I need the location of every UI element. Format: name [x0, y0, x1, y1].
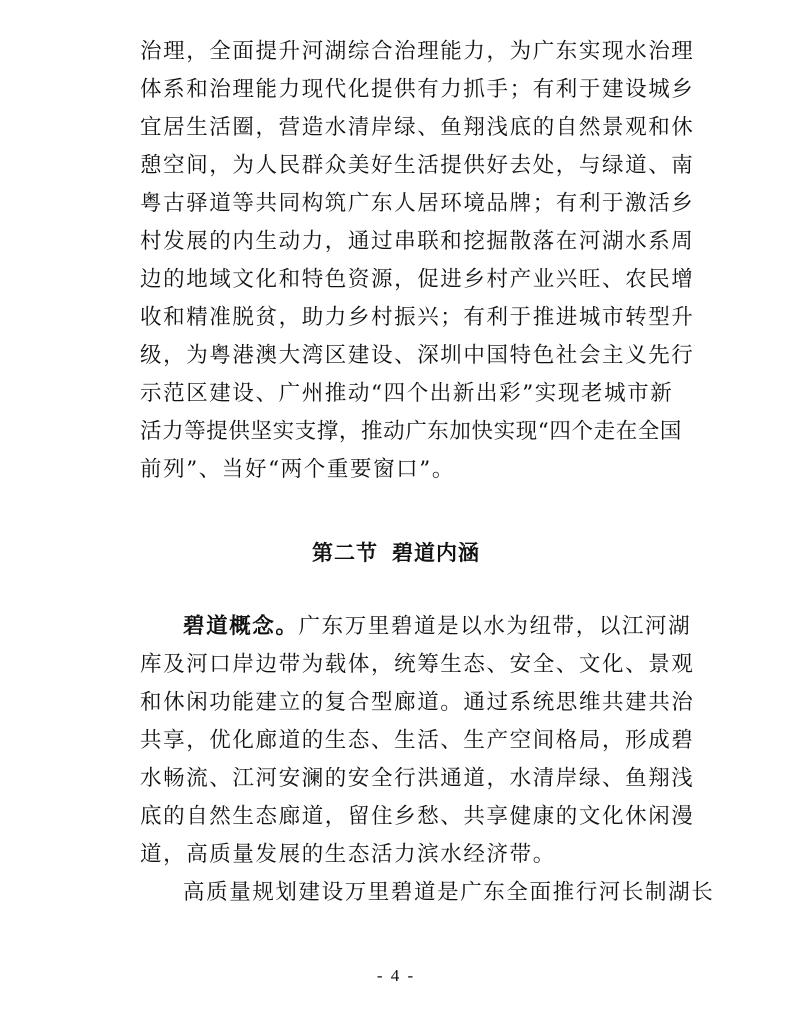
paragraph-line: 底的自然生态廊道，留住乡愁、共享健康的文化休闲漫	[140, 804, 695, 829]
paragraph-line: 和休闲功能建立的复合型廊道。通过系统思维共建共治	[140, 690, 695, 715]
paragraph-3-line: 高质量规划建设万里碧道是广东全面推行河长制湖长	[183, 880, 715, 905]
paragraph-line: 治理，全面提升河湖综合治理能力，为广东实现水治理	[140, 39, 695, 64]
paragraph-line: 级，为粤港澳大湾区建设、深圳中国特色社会主义先行	[140, 343, 695, 368]
page-number: - 4 -	[376, 966, 416, 985]
paragraph-line: 道，高质量发展的生态活力滨水经济带。	[140, 842, 556, 867]
section-title: 碧道内涵	[392, 541, 480, 565]
section-number: 第二节	[312, 541, 378, 565]
paragraph-line: 收和精准脱贫，助力乡村振兴；有利于推进城市转型升	[140, 305, 695, 330]
paragraph-line: 水畅流、江河安澜的安全行洪通道，水清岸绿、鱼翔浅	[140, 766, 695, 791]
paragraph-line: 共享，优化廊道的生态、生活、生产空间格局，形成碧	[140, 728, 695, 753]
section-heading	[0, 537, 792, 567]
paragraph-line: 村发展的内生动力，通过串联和挖掘散落在河湖水系周	[140, 229, 695, 254]
term-heading: 碧道概念。	[183, 614, 299, 639]
paragraph-line: 粤古驿道等共同构筑广东人居环境品牌；有利于激活乡	[140, 191, 695, 216]
paragraph-line: 宜居生活圈，营造水清岸绿、鱼翔浅底的自然景观和休	[140, 115, 695, 140]
paragraph-line	[183, 612, 692, 642]
paragraph-line: 活力等提供坚实支撑，推动广东加快实现“四个走在全国	[140, 419, 682, 444]
paragraph-line: 憩空间，为人民群众美好生活提供好去处，与绿道、南	[140, 153, 695, 178]
paragraph-line: 体系和治理能力现代化提供有力抓手；有利于建设城乡	[140, 77, 695, 102]
paragraph-line: 示范区建设、广州推动“四个出新出彩”实现老城市新	[140, 381, 674, 406]
paragraph-text: 广东万里碧道是以水为纽带，以江河湖	[298, 614, 692, 639]
paragraph-line: 边的地域文化和特色资源，促进乡村产业兴旺、农民增	[140, 267, 695, 292]
paragraph-line: 库及河口岸边带为载体，统筹生态、安全、文化、景观	[140, 652, 695, 677]
paragraph-line: 前列”、当好“两个重要窗口”。	[140, 457, 455, 482]
